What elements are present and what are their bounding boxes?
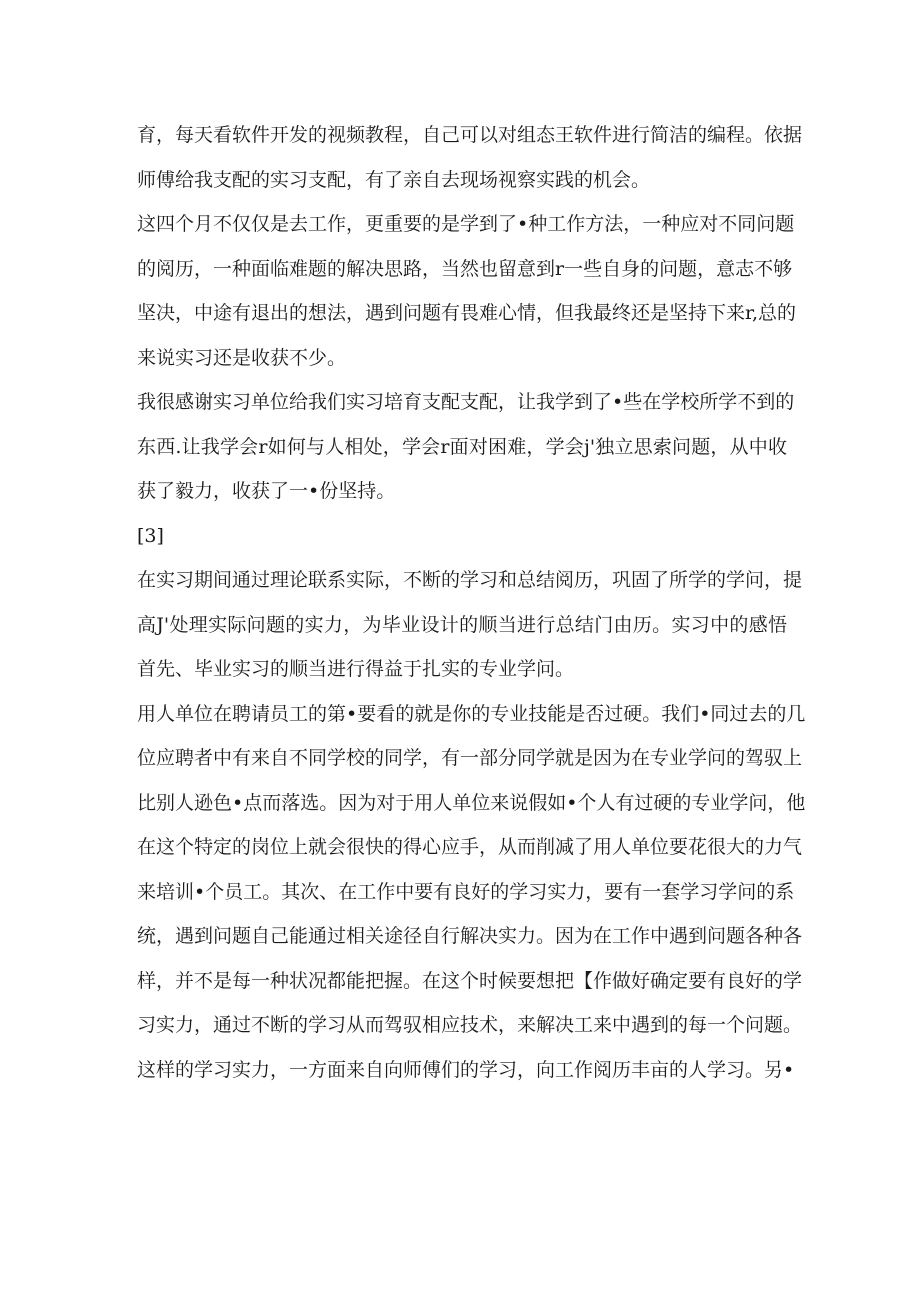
- text-line: 师傅给我支配的实习支配，有了亲自去现场视察实践的机会。: [137, 168, 651, 191]
- paragraph-1: [137, 113, 803, 202]
- text-line: 这四个月不仅仅是去工作，更重要的是学到了•种工作方法，一种应对不同问题: [137, 213, 795, 235]
- text-line: 在这个特定的岗位上就会很快的得心应手，从而削减了用人单位要花很大的力气: [137, 836, 803, 858]
- paragraph-2: [137, 202, 797, 380]
- text-line: 这样的学习实力，一方面来自向师傅们的学习，向工作阅历丰亩的人学习。另•: [137, 1058, 795, 1081]
- reference-marker: [137, 514, 787, 559]
- text-line: 位应聘者中有来自不同学校的同学，有一部分同学就是因为在专业学问的驾驭上: [137, 747, 803, 769]
- text-line: 比别人逊色•点而落选。因为对于用人单位来说假如•个人有过硬的专业学问，他: [137, 791, 806, 814]
- text-line: 育，每天看软件开发的视频教程，自己可以对组态王软件进行简洁的编程。依据: [137, 124, 803, 146]
- document-body: [137, 113, 806, 1092]
- text-line: 用人单位在聘请员工的第•要看的就是你的专业技能是否过硬。我们•同过去的几: [137, 702, 806, 725]
- text-line: 在实习期间通过理论联系实际，不断的学习和总结阅历，巩固了所学的学问，提: [137, 569, 803, 591]
- text-line: 首先、毕业实习的顺当进行得益于扎实的专业学问。: [137, 658, 575, 680]
- text-line: 来培训•个员工。其次、在工作中要有良好的学习实力，要有一套学习学问的系: [137, 880, 795, 903]
- text-line: 统，遇到问题自己能通过相关途径自行解决实力。因为在工作中遇到问题各种各: [137, 925, 803, 947]
- text-line: 高J'处理实际问题的实力，为毕业设计的顺当进行总结门由历。实习中的感悟: [137, 613, 787, 636]
- text-line: 坚决，中途有退出的想法，遇到问题有畏难心情，但我最终还是坚持下来r,总的: [137, 302, 797, 324]
- text-line: [3]: [137, 524, 164, 547]
- text-line: 我很感谢实习单位给我们实习培育支配支配，让我学到了•些在学校所学不到的: [137, 391, 795, 413]
- paragraph-4: [137, 558, 803, 692]
- text-line: 样，并不是每一种状况都能把握。在这个时候要想把【作做好确定要有良好的学: [137, 969, 803, 992]
- text-line: 的阅历，一种面临难题的解决思路，当然也留意到r一些自身的问题，意志不够: [137, 257, 793, 280]
- text-line: 获了毅力，收获了一•份坚持。: [137, 480, 396, 502]
- paragraph-3: [137, 380, 795, 514]
- text-line: 东西.让我学会r如何与人相处，学会r面对困难，学会j'独立思索问题，从中收: [137, 435, 787, 458]
- text-line: 习实力，通过不断的学习从而驾驭相应技术，来解决工来中遇到的每一个问题。: [137, 1014, 803, 1036]
- text-line: 来说实习还是收获不少。: [137, 346, 347, 369]
- paragraph-5: [137, 692, 806, 1093]
